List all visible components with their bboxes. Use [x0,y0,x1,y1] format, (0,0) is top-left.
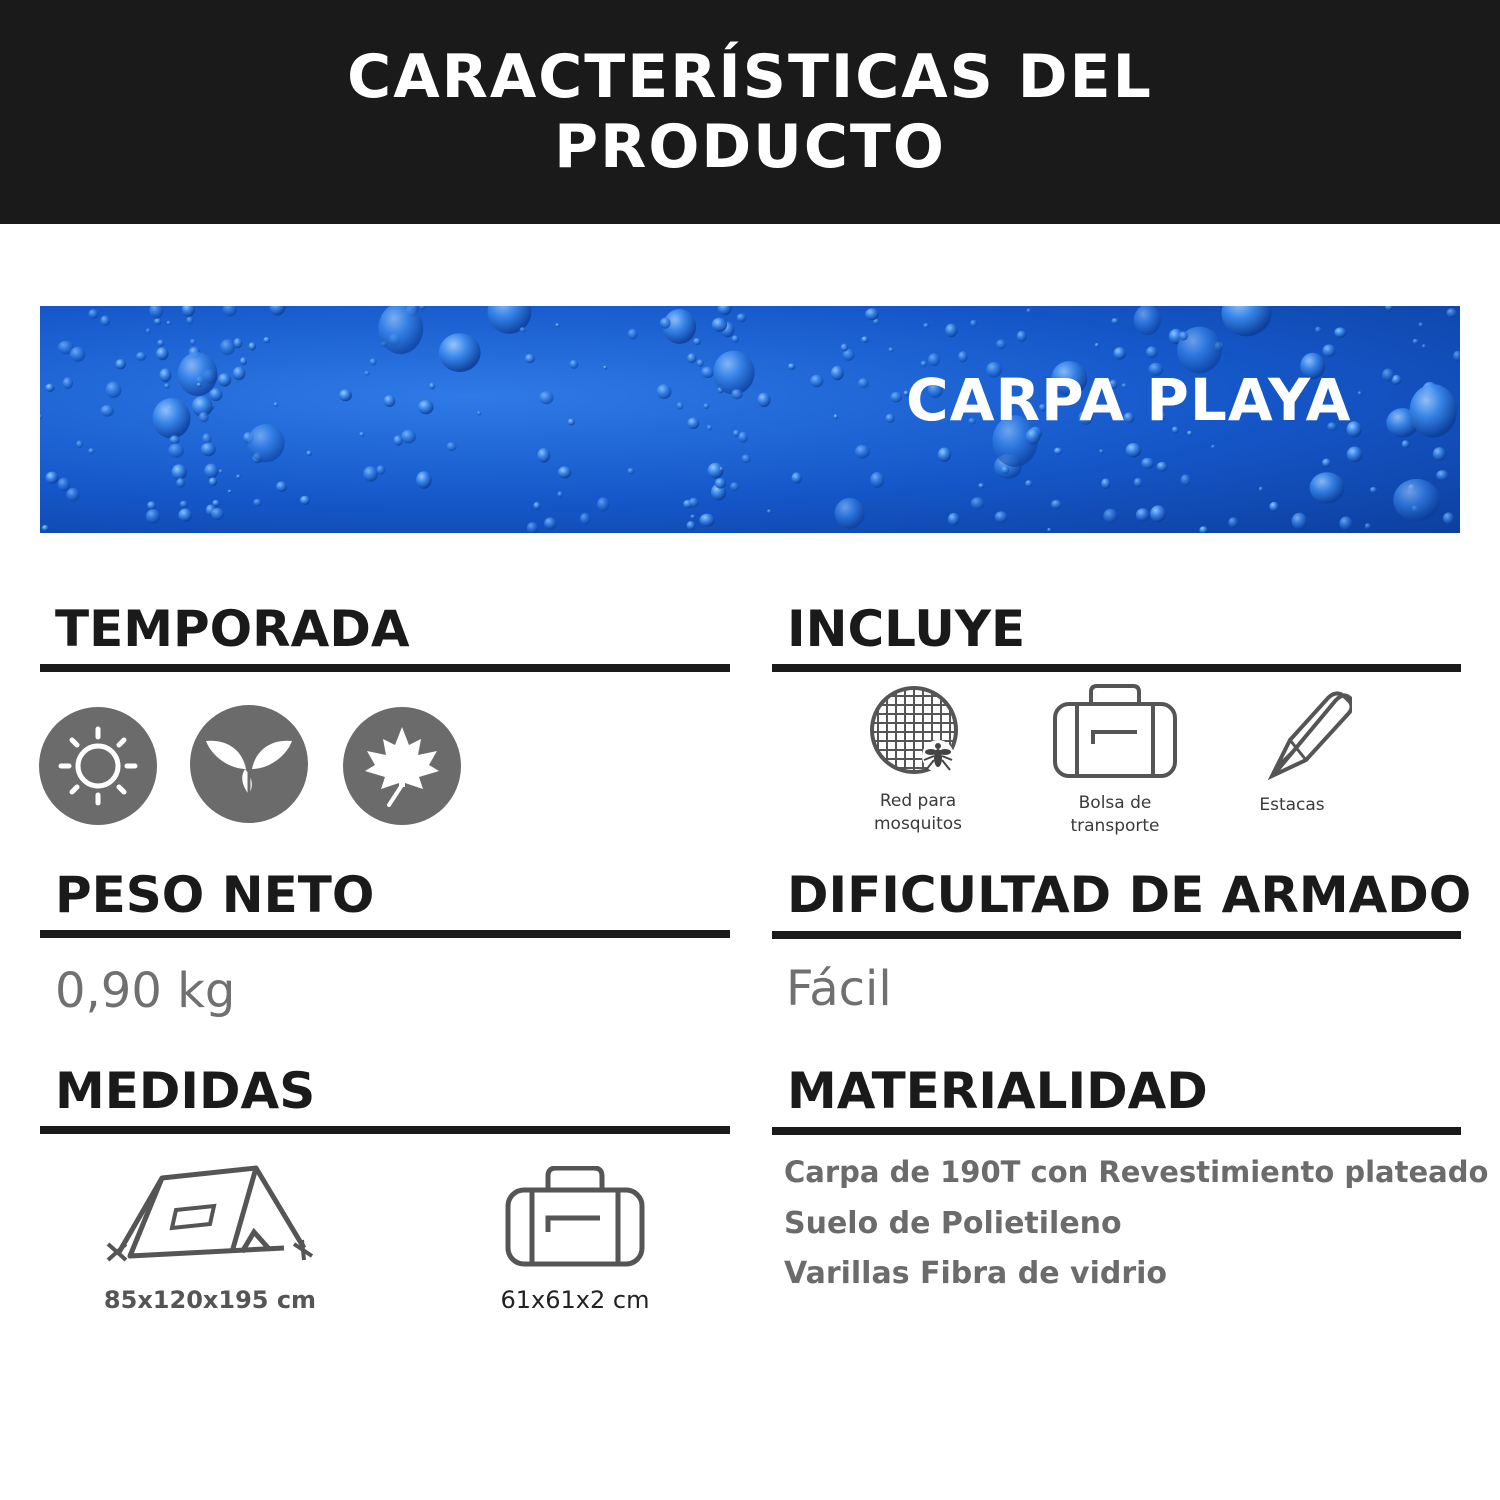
water-drop [1443,512,1454,524]
water-drop [306,451,311,457]
peso-rule [40,930,730,938]
water-drop [730,482,739,491]
incluye-label: Bolsa de [1078,793,1152,813]
water-drop [687,353,696,363]
stake-icon [1232,686,1352,784]
water-drop [660,318,671,329]
water-drop [690,515,695,519]
water-drop [1228,517,1238,527]
water-drop [1402,440,1410,448]
incluye-label: Red para [879,791,957,811]
water-drop [687,521,696,530]
water-drop [597,497,609,511]
water-drop [1413,339,1419,344]
water-drop [703,403,709,409]
water-drop [149,306,163,319]
water-drop [159,368,171,382]
water-drop [533,502,540,510]
water-drop [712,318,727,332]
water-drop [1315,327,1322,333]
water-drop [199,412,209,422]
water-drop [557,491,563,497]
water-drop [923,323,928,328]
water-drop [568,419,575,426]
water-drop [276,481,287,492]
water-drop [136,352,146,361]
water-drop [1181,474,1191,486]
water-drop [236,475,240,479]
water-drop [182,306,195,317]
sun-icon [39,707,157,825]
water-drop [1436,470,1448,481]
water-drop [1334,327,1346,337]
water-drop [1179,331,1188,340]
bag-icon [504,1166,646,1270]
water-drop [212,500,219,507]
water-drop [697,359,704,366]
water-drop [1446,308,1456,317]
water-drop [1101,478,1110,488]
water-drop [1134,478,1143,487]
water-drop [172,464,187,480]
materialidad-title: MATERIALIDAD [787,1062,1208,1120]
water-drop [537,448,550,463]
water-drop [544,517,556,529]
water-drop [701,367,714,378]
water-drop [115,359,125,369]
water-drop [164,383,170,388]
water-drop [558,466,571,478]
product-banner [40,306,1460,533]
leaves-icon [190,705,308,823]
water-drop [885,414,894,423]
water-drop [418,400,433,414]
water-drop [1099,449,1103,453]
water-drop [1095,343,1099,348]
mosquito-net-icon [868,686,968,782]
water-drop [603,366,607,370]
water-drop [439,333,481,372]
medidas-rule [40,1126,730,1134]
bag-icon [1049,684,1181,782]
water-drop [1385,306,1393,311]
water-drop [1199,526,1207,533]
water-drop [657,384,672,399]
water-drop [211,508,224,520]
water-drop [855,445,870,459]
temporada-title: TEMPORADA [55,600,410,658]
water-drop [45,384,54,392]
water-drop [63,377,73,389]
water-drop [1322,344,1335,357]
water-drop [527,522,538,533]
water-drop [247,424,284,462]
water-drop [1051,500,1062,509]
water-drop [732,335,739,342]
water-drop [928,353,940,366]
water-drop [788,363,795,370]
water-drop [767,509,771,513]
temporada-rule [40,664,730,672]
water-drop [176,478,185,488]
water-drop [738,432,748,443]
water-drop [1027,308,1032,313]
water-drop [1136,508,1150,521]
incluye-item-mosquito-net [848,686,988,836]
water-drop [147,501,156,509]
water-drop [1047,528,1051,532]
water-drop [1422,344,1426,349]
water-drop [1114,347,1126,360]
water-drop [153,398,191,438]
water-drop [1310,472,1345,503]
water-drop [1292,513,1307,530]
water-drop [228,490,232,494]
water-drop [1370,487,1377,493]
incluye-label: Estacas [1259,795,1325,815]
water-drop [274,402,279,406]
water-drop [948,513,960,526]
water-drop [154,318,162,325]
water-drop [416,471,432,489]
water-drop [477,411,481,415]
water-drop [1453,351,1460,361]
peso-title: PESO NETO [55,866,375,924]
water-drop [363,466,378,481]
water-drop [76,441,83,449]
water-drop [220,339,235,355]
water-drop [938,448,951,462]
water-drop [810,375,823,388]
water-drop [1222,306,1272,336]
medidas-bag-label: 61x61x2 cm [500,1286,650,1314]
water-drop [525,354,535,363]
dificultad-title: DIFICULTAD DE ARMADO [787,866,1472,924]
water-drop [233,338,242,348]
water-drop [429,383,435,390]
water-drop [835,498,865,529]
water-drop [204,464,218,479]
water-drop [580,513,590,525]
water-drop [1393,479,1440,521]
water-drop [46,472,59,484]
water-drop [419,306,425,310]
water-drop [66,488,79,502]
water-drop [58,478,70,491]
dificultad-rule [772,931,1461,939]
water-drop [219,469,223,473]
water-drop [1433,447,1446,461]
water-drop [233,367,246,381]
water-drop [520,327,526,332]
water-drop [364,371,370,376]
water-drop [792,472,802,483]
water-drop [170,435,180,444]
water-drop [157,340,164,347]
water-drop [861,336,868,343]
water-drop [1103,509,1117,523]
incluye-item-stakes [1232,686,1352,817]
water-drop [713,351,754,395]
tent-icon [104,1164,316,1268]
incluye-title: INCLUYE [787,600,1026,658]
water-drop [1365,523,1371,529]
water-drop [1157,462,1168,472]
water-drop [167,321,171,325]
materialidad-line: Suelo de Polietileno [784,1206,1122,1241]
water-drop [555,323,559,327]
water-drop [737,314,747,323]
water-drop [707,425,712,431]
water-drop [995,511,1008,522]
water-drop [1211,445,1215,449]
materialidad-rule [772,1127,1461,1135]
water-drop [628,329,638,340]
water-drop [945,324,957,338]
water-drop [1410,384,1457,437]
water-drop [202,433,211,444]
water-drop [757,393,770,407]
water-drop [40,415,42,419]
water-drop [209,477,217,486]
water-drop [376,465,385,475]
water-drop [384,395,396,407]
water-drop [218,373,231,386]
water-drop [269,306,285,316]
page-title-line1: CARACTERÍSTICAS DEL [347,42,1153,112]
water-drop [719,467,723,472]
water-drop [447,442,457,451]
water-drop [627,468,634,474]
incluye-item-bag [1045,684,1185,838]
water-drop [718,306,732,315]
water-drop [1134,306,1161,335]
water-drop [240,357,247,365]
water-drop [996,339,1006,349]
water-drop [1017,331,1027,342]
water-drop [201,443,216,457]
water-drop [700,514,715,527]
water-drop [401,430,416,444]
water-drop [971,497,985,510]
page-header [0,0,1500,224]
incluye-rule [772,664,1461,672]
medidas-title: MEDIDAS [55,1062,316,1120]
incluye-label: transporte [1070,816,1160,836]
water-drop [370,358,377,365]
water-drop [178,508,192,521]
water-drop [731,389,742,399]
water-drop [693,338,701,345]
water-drop [539,391,553,404]
water-drop [978,483,984,488]
water-drop [687,418,699,430]
water-drop [70,347,86,362]
water-drop [831,366,844,380]
water-drop [1126,443,1142,457]
materialidad-line: Varillas Fibra de vidrio [784,1256,1168,1291]
peso-value: 0,90 kg [55,963,236,1019]
banner-title: CARPA PLAYA [906,366,1352,434]
water-drop [88,448,95,454]
water-drop [253,499,262,506]
water-drop [1339,517,1352,531]
water-drop [249,342,256,350]
water-drop [178,352,218,396]
water-drop [106,382,122,399]
water-drop [1347,447,1363,463]
water-drop [1259,487,1263,492]
water-drop [890,392,902,403]
water-drop [359,432,364,437]
dificultad-value: Fácil [786,961,892,1017]
maple-leaf-icon [343,707,461,825]
water-drop [858,378,869,388]
water-drop [156,347,169,360]
water-drop [1419,322,1424,327]
water-drop [190,339,196,345]
water-drop [1150,505,1166,522]
water-drop [689,498,699,508]
water-drop [715,478,726,489]
water-drop [209,388,222,401]
incluye-label: mosquitos [873,814,963,834]
water-drop [146,328,151,333]
water-drop [101,405,114,417]
water-drop [870,472,884,488]
water-drop [742,454,751,463]
water-drop [378,306,423,354]
water-drop [889,347,894,352]
water-drop [339,389,352,401]
water-drop [841,344,849,352]
water-drop [100,316,110,327]
water-drop [186,317,193,325]
water-drop [865,308,879,320]
water-drop [223,306,237,316]
water-drop [88,309,98,319]
water-drop [168,443,184,458]
water-drop [42,525,49,531]
water-drop [1146,346,1158,358]
water-drop [834,414,839,419]
page-title-line2: PRODUCTO [554,112,946,182]
water-drop [1141,458,1154,469]
water-drop [1001,466,1009,474]
water-drop [1054,448,1062,455]
water-drop [197,383,202,387]
water-drop [300,496,310,505]
water-drop [1111,318,1118,324]
water-drop [677,402,684,409]
medidas-tent-label: 85x120x195 cm [103,1286,317,1314]
water-drop [970,320,977,327]
water-drop [958,351,968,362]
water-drop [1269,502,1278,512]
water-drop [146,509,161,523]
water-drop [1025,480,1032,487]
materialidad-line: Carpa de 190T con Revestimiento plateado [784,1155,1489,1189]
water-drop [180,501,188,508]
water-drop [1322,459,1331,468]
water-drop [263,337,270,343]
water-drop [570,360,579,369]
